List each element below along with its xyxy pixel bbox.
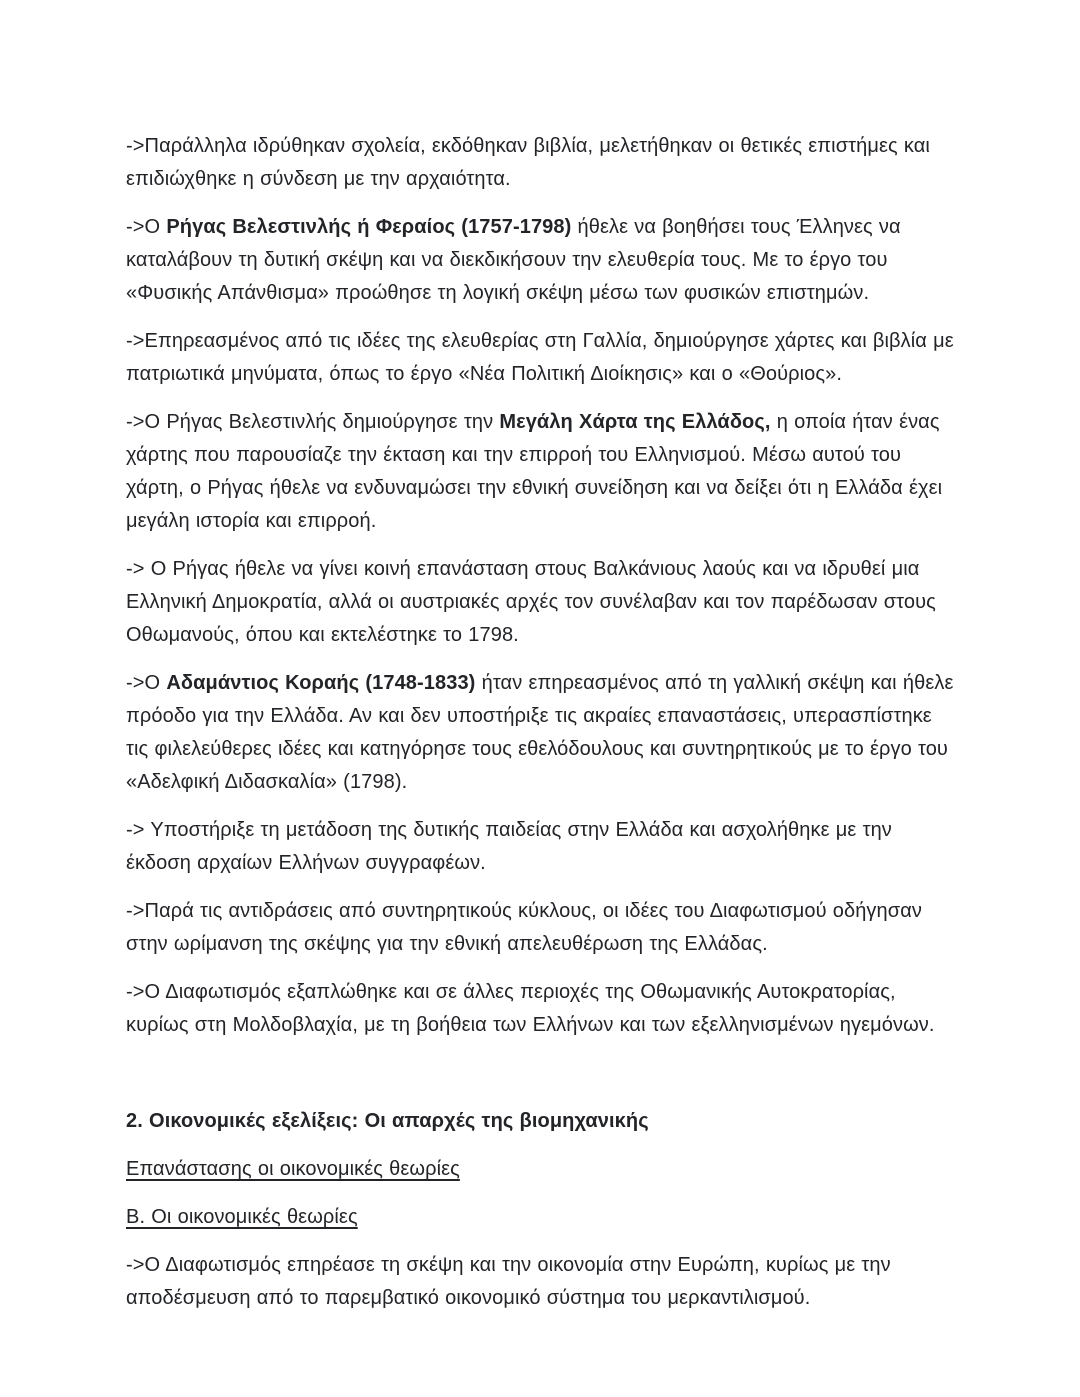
- text-run: ->Παρά τις αντιδράσεις από συντηρητικούς κύκλους, οι ιδέες του Διαφωτισμού οδήγησαν στην ωρίμανση της σκέψης για την εθνική απελευθέρωση της Ελλάδας.: [126, 900, 922, 955]
- text-run: ->Ο Διαφωτισμός εξαπλώθηκε και σε άλλες περιοχές της Οθωμανικής Αυτοκρατορίας, κυρίως στη Μολδοβλαχία, με τη βοήθεια των Ελλήνων και των εξελληνισμένων ηγεμόνων.: [126, 981, 935, 1036]
- paragraph: [126, 130, 954, 196]
- text-run: ήθελε να βοηθήσει τους Έλληνες να καταλάβουν τη δυτική σκέψη και να διεκδικήσουν την ελευθερία τους. Με το έργο του «Φυσικής Απάνθισμα» προώθησε τη λογική σκέψη μέσω των φυσικών επιστημών.: [126, 216, 901, 304]
- text-run: ->Ο: [126, 216, 167, 238]
- text-run: ->Ο Διαφωτισμός επηρέασε τη σκέψη και την οικονομία στην Ευρώπη, κυρίως με την αποδέσμευση από το παρεμβατικό οικονομικό σύστημα του μερκαντιλισμού.: [126, 1254, 891, 1309]
- text-run: ->Επηρεασμένος από τις ιδέες της ελευθερίας στη Γαλλία, δημιούργησε χάρτες και βιβλία με πατριωτικά μηνύματα, όπως το έργο «Νέα Πολιτική Διοίκησις» και ο «Θούριος».: [126, 330, 954, 385]
- bold-text-run: Ρήγας Βελεστινλής ή Φεραίος (1757-1798): [166, 216, 572, 238]
- text-run: ->Ο Ρήγας Βελεστινλής δημιούργησε την: [126, 411, 500, 433]
- underlined-text-run: Επανάστασης οι οικονομικές θεωρίες: [126, 1158, 460, 1180]
- paragraph-spacer: [126, 1057, 954, 1090]
- paragraph: [126, 667, 954, 799]
- paragraph: [126, 1153, 954, 1186]
- paragraph: [126, 895, 954, 961]
- paragraph: [126, 1201, 954, 1234]
- bold-text-run: Μεγάλη Χάρτα της Ελλάδος,: [499, 411, 771, 433]
- paragraph: [126, 211, 954, 310]
- paragraph: [126, 814, 954, 880]
- paragraph: [126, 976, 954, 1042]
- document-body: [126, 130, 954, 1315]
- text-run: ->Ο: [126, 672, 167, 694]
- paragraph: [126, 553, 954, 652]
- section-heading: [126, 1105, 954, 1138]
- bold-text-run: 2. Οικονομικές εξελίξεις: Οι απαρχές της βιομηχανικής: [126, 1110, 649, 1132]
- text-run: -> Υποστήριξε τη μετάδοση της δυτικής παιδείας στην Ελλάδα και ασχολήθηκε με την έκδοση αρχαίων Ελλήνων συγγραφέων.: [126, 819, 892, 874]
- text-run: ->Παράλληλα ιδρύθηκαν σχολεία, εκδόθηκαν βιβλία, μελετήθηκαν οι θετικές επιστήμες και επιδιώχθηκε η σύνδεση με την αρχαιότητα.: [126, 135, 930, 190]
- paragraph: [126, 406, 954, 538]
- text-run: ήταν επηρεασμένος από τη γαλλική σκέψη και ήθελε πρόοδο για την Ελλάδα. Αν και δεν υποστήριξε τις ακραίες επαναστάσεις, υπερασπίστηκε τις φιλελεύθερες ιδέες και κατηγόρησε τους εθελόδουλους και συντηρητικούς με το έργο του «Αδελφική Διδασκαλία» (1798).: [126, 672, 954, 793]
- bold-text-run: Αδαμάντιος Κοραής (1748-1833): [166, 672, 476, 694]
- text-run: η οποία ήταν ένας χάρτης που παρουσίαζε την έκταση και την επιρροή του Ελληνισμού. Μέσω αυτού του χάρτη, ο Ρήγας ήθελε να ενδυναμώσει την εθνική συνείδηση και να δείξει ότι η Ελλάδα έχει μεγάλη ιστορία και επιρροή.: [126, 411, 943, 532]
- underlined-text-run: Β. Οι οικονομικές θεωρίες: [126, 1206, 358, 1228]
- text-run: -> Ο Ρήγας ήθελε να γίνει κοινή επανάσταση στους Βαλκάνιους λαούς και να ιδρυθεί μια Ελληνική Δημοκρατία, αλλά οι αυστριακές αρχές τον συνέλαβαν και τον παρέδωσαν στους Οθωμανούς, όπου και εκτελέστηκε το 1798.: [126, 558, 936, 646]
- paragraph: [126, 325, 954, 391]
- paragraph: [126, 1249, 954, 1315]
